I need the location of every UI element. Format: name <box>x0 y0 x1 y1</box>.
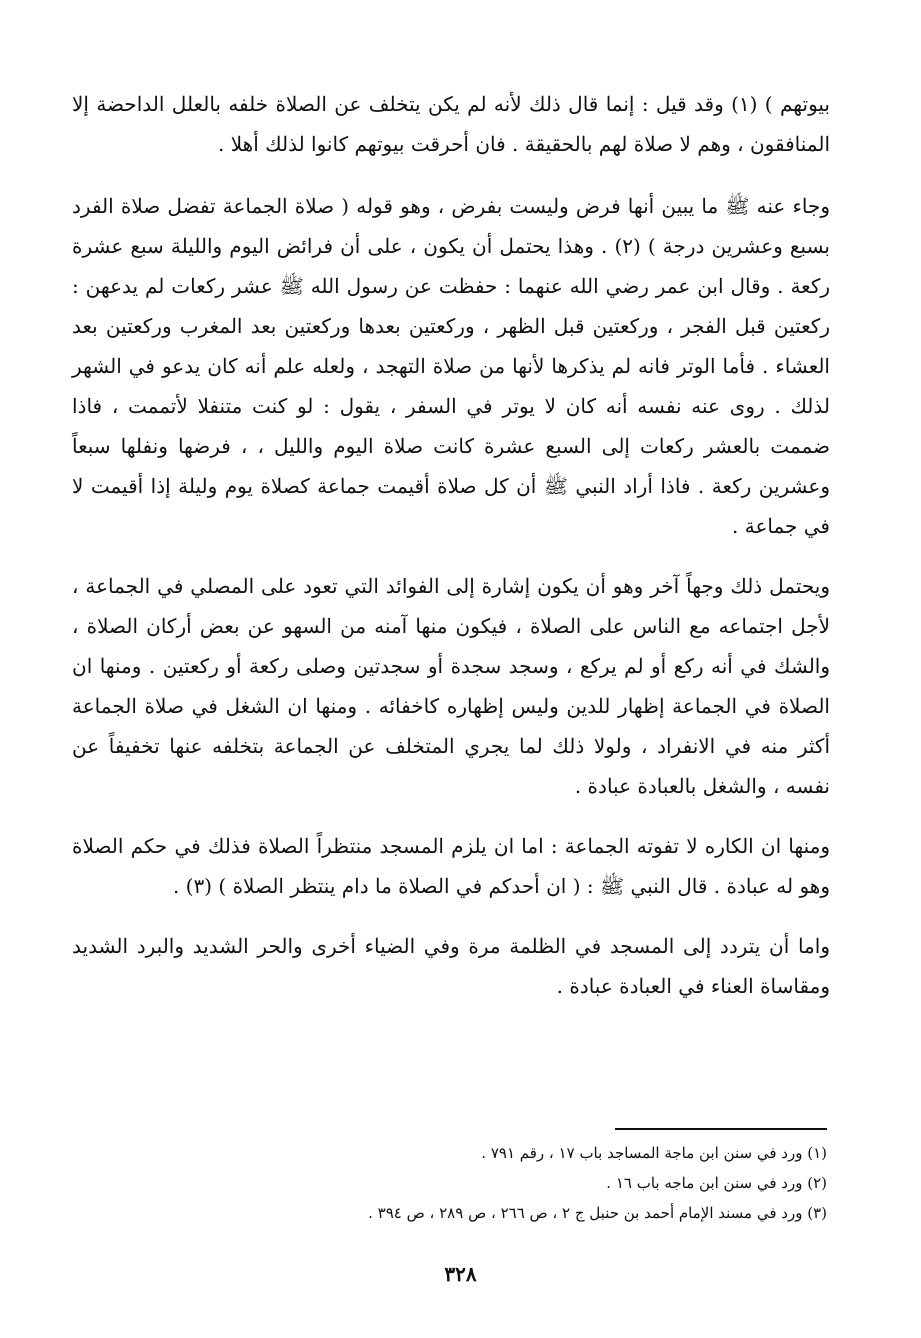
footnotes <box>187 1138 827 1228</box>
paragraph-5: واما أن يتردد إلى المسجد في الظلمة مرة وفي الضياء أخرى والحر الشديد والبرد الشديد ومقاساة العناء في العبادة عبادة . <box>72 934 830 998</box>
footnote-2: (٢) ورد في سنن ابن ماجه باب ١٦ . <box>606 1174 827 1192</box>
footnote-1: (١) ورد في سنن ابن ماجة المساجد باب ١٧ ، رقم ٧٩١ . <box>481 1144 827 1162</box>
page-body <box>72 84 830 1026</box>
paragraph-3: ويحتمل ذلك وجهاً آخر وهو أن يكون إشارة إلى الفوائد التي تعود على المصلي في الجماعة ، لأجل اجتماعه مع الناس على الصلاة ، فيكون منها آمنه من السهو عن بعض أركان الصلاة ، والشك في أنه ركع أو لم يركع ، وسجد سجدة أو سجدتين وصلى ركعة أو ركعتين . ومنها ان الصلاة في الجماعة إظهار للدين وليس إظهاره كاخفائه . ومنها ان الشغل في صلاة الجماعة أكثر منه في الانفراد ، ولولا ذلك لما يجري المتخلف عن الجماعة بتخلفه عنها تخفيفاً عن نفسه ، والشغل بالعبادة عبادة . <box>72 574 830 798</box>
paragraph-1: بيوتهم ) (١) وقد قيل : إنما قال ذلك لأنه لم يكن يتخلف عن الصلاة خلفه بالعلل الداحضة إلا المنافقون ، وهم لا صلاة لهم بالحقيقة . فان أحرقت بيوتهم كانوا لذلك أهلا . <box>72 92 830 156</box>
paragraph-4: ومنها ان الكاره لا تفوته الجماعة : اما ان يلزم المسجد منتظراً الصلاة فذلك في حكم الصلاة وهو له عبادة . قال النبي ﷺ : ( ان أحدكم في الصلاة ما دام ينتظر الصلاة ) (٣) . <box>72 834 830 898</box>
page-number: ٣٢٨ <box>444 1262 477 1286</box>
footnote-divider <box>615 1128 827 1130</box>
footnote-3: (٣) ورد في مسند الإمام أحمد بن حنبل ج ٢ ، ص ٢٦٦ ، ص ٢٨٩ ، ص ٣٩٤ . <box>368 1204 827 1222</box>
paragraph-2: وجاء عنه ﷺ ما يبين أنها فرض وليست بفرض ، وهو قوله ( صلاة الجماعة تفضل صلاة الفرد بسبع وعشرين درجة ) (٢) . وهذا يحتمل أن يكون ، على أن فرائض اليوم والليلة سبع عشرة ركعة . وقال ابن عمر رضي الله عنهما : حفظت عن رسول الله ﷺ عشر ركعات لم يدعهن : ركعتين قبل الفجر ، وركعتين قبل الظهر ، وركعتين بعدها وركعتين بعد المغرب وركعتين بعد العشاء . فأما الوتر فانه لم يذكرها لأنها من صلاة التهجد ، ولعله علم أنه كان يدعو في الشهر لذلك . روى عنه نفسه أنه كان لا يوتر في السفر ، يقول : لو كنت متنفلا لأتممت ، فاذا ضممت بالعشر ركعات إلى السبع عشرة كانت صلاة اليوم والليل ، ، فرضها ونفلها سبعاً وعشرين ركعة . فاذا أراد النبي ﷺ أن كل صلاة أقيمت جماعة كصلاة يوم وليلة إذا أقيمت لا في جماعة . <box>72 194 830 538</box>
